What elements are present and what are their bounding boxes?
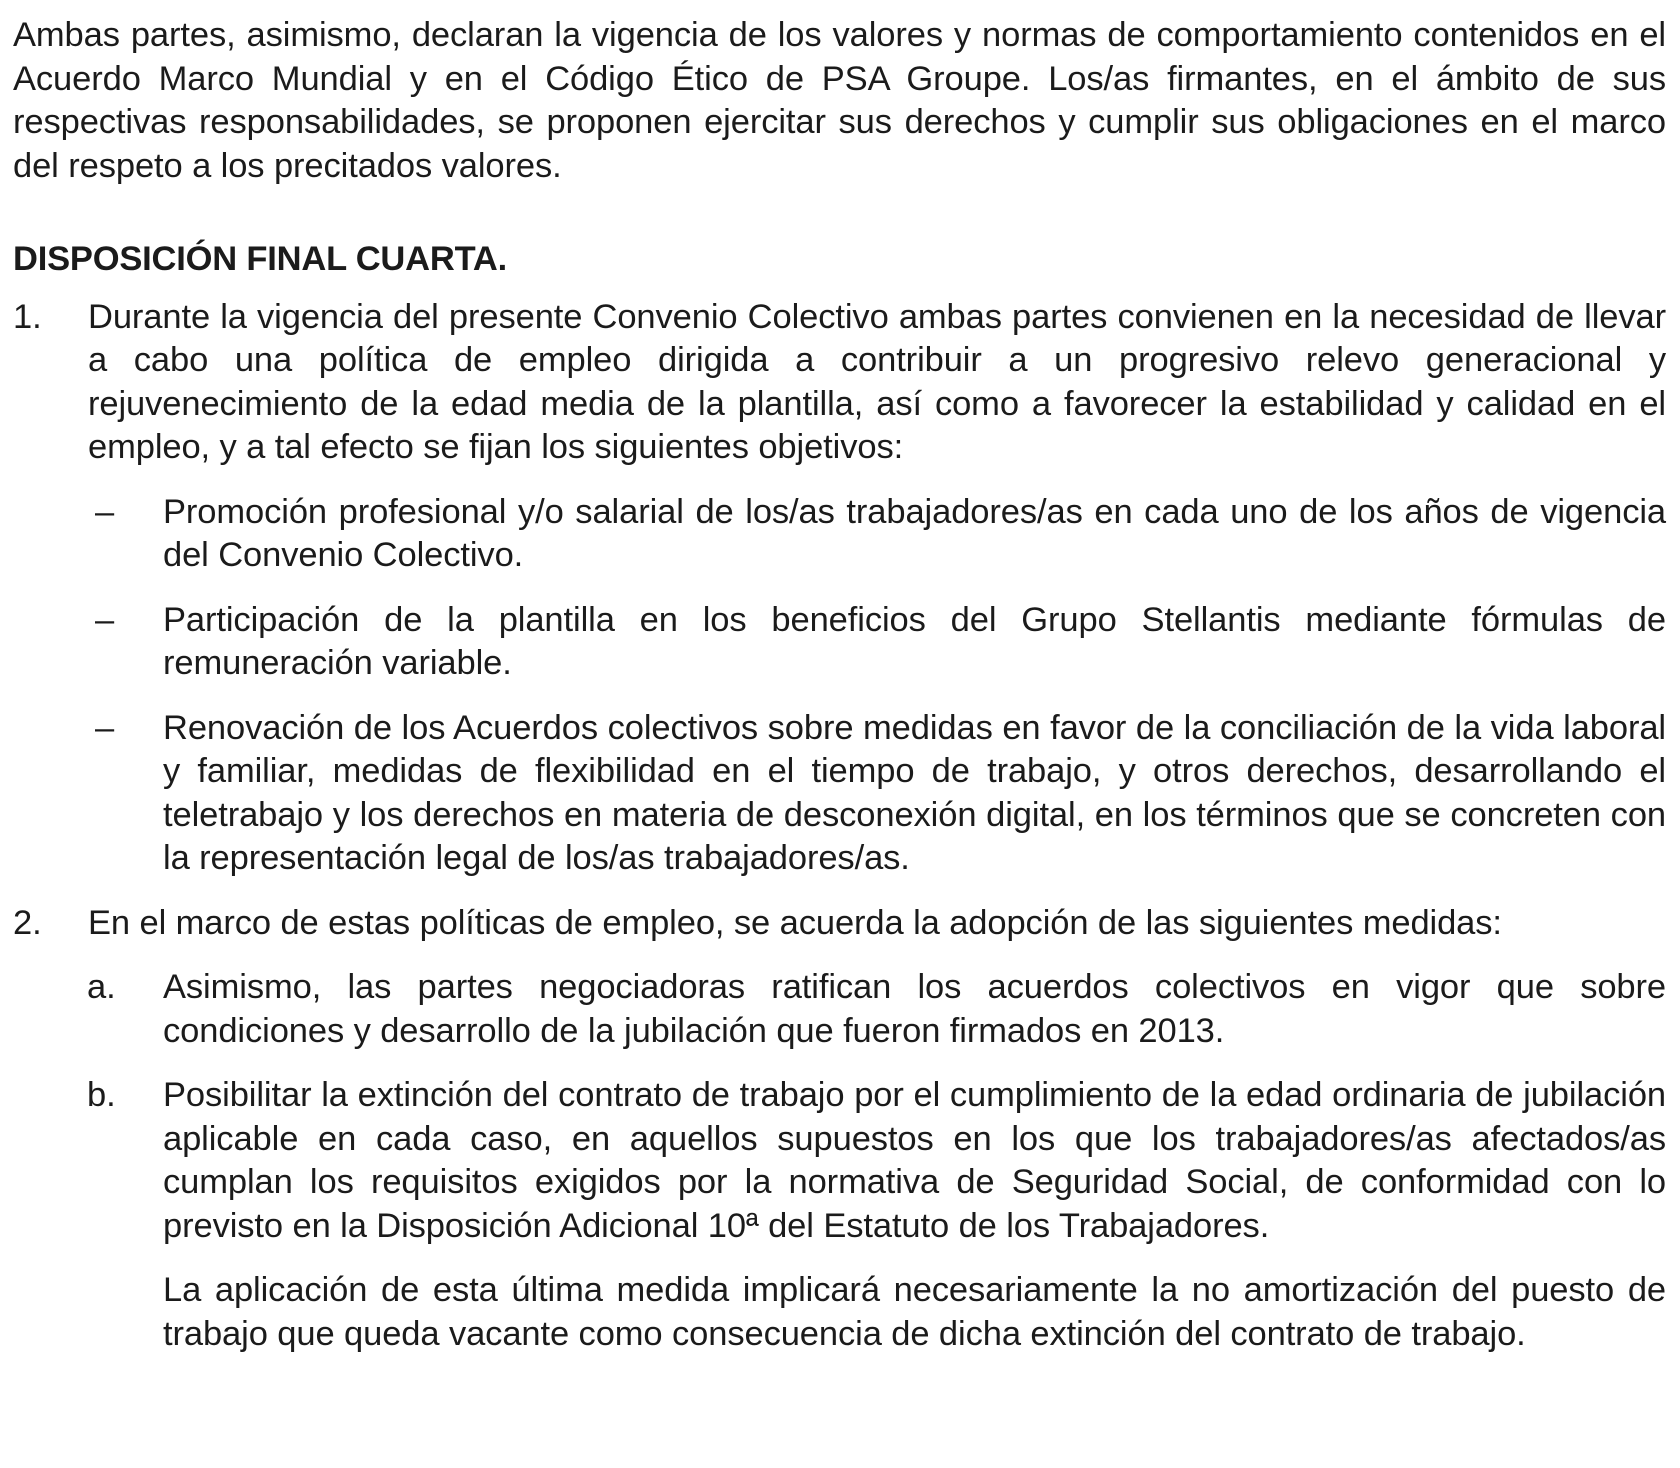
bullet-item [13, 491, 1666, 578]
numbered-item-2 [13, 902, 1666, 946]
item-2-text: En el marco de estas políticas de empleo, se acuerda la adopción de las siguientes medidas: [88, 903, 1502, 942]
bullet-text: Promoción profesional y/o salarial de los/as trabajadores/as en cada uno de los años de vigencia del Convenio Colectivo. [163, 492, 1666, 574]
lettered-item-a [13, 966, 1666, 1053]
document-page [13, 14, 1666, 1356]
letter-b-marker: b. [87, 1076, 116, 1114]
bullet-item [13, 707, 1666, 881]
numbered-item-1 [13, 296, 1666, 470]
lettered-item-b [13, 1074, 1666, 1248]
dash-marker: – [95, 492, 115, 531]
intro-paragraph: Ambas partes, asimismo, declaran la vigencia de los valores y normas de comportamiento contenidos en el Acuerdo Marco Mundial y en el Código Ético de PSA Groupe. Los/as firmantes, en el ámbito de sus respectivas responsabilidades, se proponen ejercitar sus derechos y cumplir sus obligaciones en el marco del respeto a los precitados valores. [13, 16, 1666, 185]
item-1-marker: 1. [13, 297, 42, 336]
bullet-item [13, 599, 1666, 686]
bullet-text: Renovación de los Acuerdos colectivos sobre medidas en favor de la conciliación de la vida laboral y familiar, medidas de flexibilidad en el tiempo de trabajo, y otros derechos, desarrollando el teletrabajo y los derechos en materia de desconexión digital, en los términos que se concreten con la representación legal de los/as trabajadores/as. [163, 708, 1666, 877]
item-2-marker: 2. [13, 903, 42, 942]
dash-marker: – [95, 708, 115, 747]
section-heading: DISPOSICIÓN FINAL CUARTA. [13, 240, 507, 278]
bullet-text: Participación de la plantilla en los beneficios del Grupo Stellantis mediante fórmulas de remuneración variable. [163, 600, 1666, 682]
item-1-text: Durante la vigencia del presente Convenio Colectivo ambas partes convienen en la necesidad de llevar a cabo una política de empleo dirigida a contribuir a un progresivo relevo generacional y rejuvenecimiento de la edad media de la plantilla, así como a favorecer la estabilidad y calidad en el empleo, y a tal efecto se fijan los siguientes objetivos: [88, 297, 1666, 466]
dash-marker: – [95, 600, 115, 639]
lettered-item-b-text: Posibilitar la extinción del contrato de trabajo por el cumplimiento de la edad ordinaria de jubilación aplicable en cada caso, en aquellos supuestos en los que los trabajadores/as afectados/as cumplan los requisitos exigidos por la normativa de Seguridad Social, de conformidad con lo previsto en la Disposición Adicional 10ª del Estatuto de los Trabajadores. [163, 1076, 1666, 1245]
lettered-item-a-text: Asimismo, las partes negociadoras ratifican los acuerdos colectivos en vigor que sobre condiciones y desarrollo de la jubilación que fueron firmados en 2013. [163, 968, 1666, 1050]
letter-a-marker: a. [87, 968, 116, 1006]
continuation-paragraph: La aplicación de esta última medida implicará necesariamente la no amortización del puesto de trabajo que queda vacante como consecuencia de dicha extinción del contrato de trabajo. [163, 1271, 1666, 1353]
